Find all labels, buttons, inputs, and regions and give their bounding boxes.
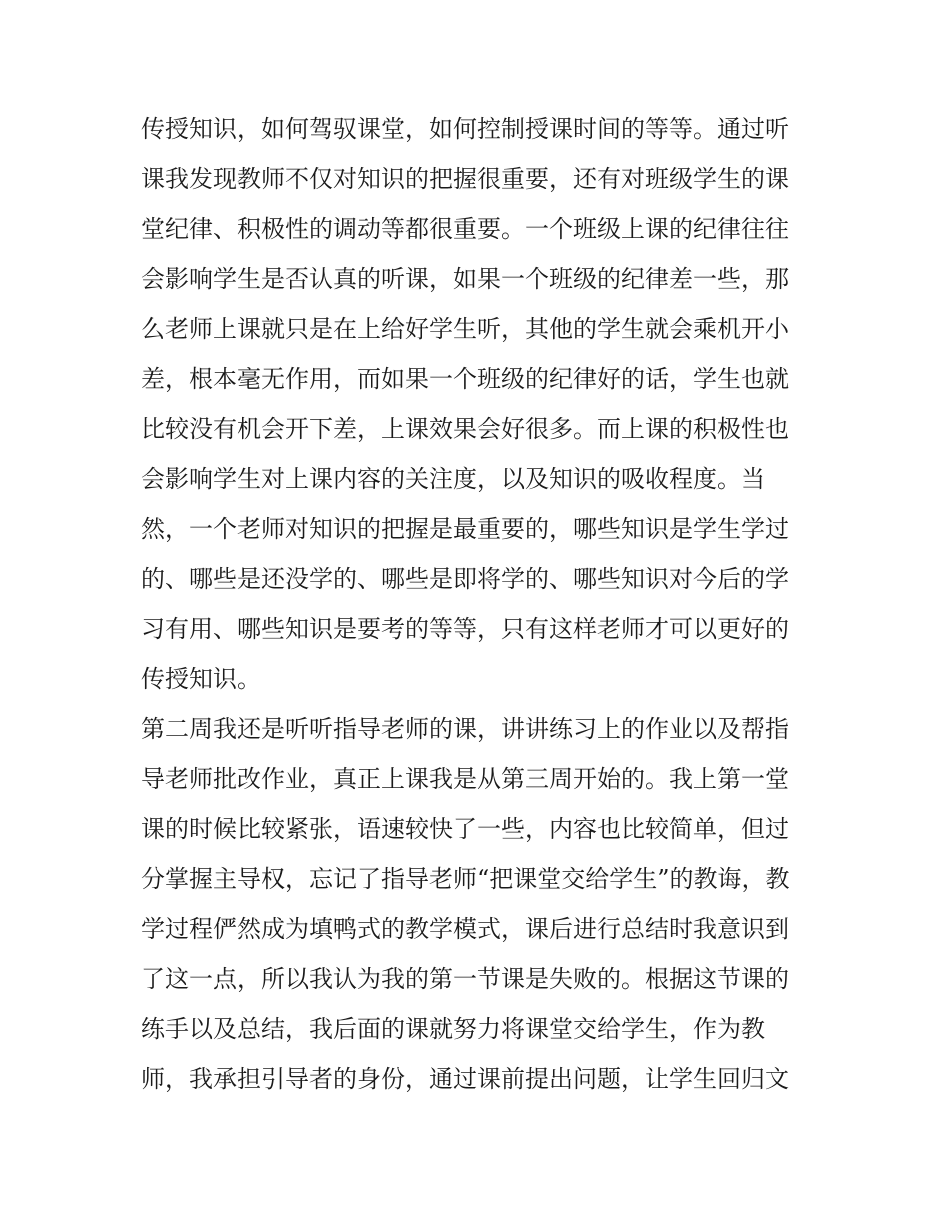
text-line: 分掌握主导权，忘记了指导老师“把课堂交给学生”的教诲，教 — [141, 865, 790, 893]
text-line: 传授知识，如何驾驭课堂，如何控制授课时间的等等。通过听 — [141, 115, 789, 143]
text-line: 比较没有机会开下差，上课效果会好很多。而上课的积极性也 — [141, 415, 789, 443]
text-line: 导老师批改作业，真正上课我是从第三周开始的。我上第一堂 — [141, 765, 789, 793]
text-line: 然，一个老师对知识的把握是最重要的，哪些知识是学生学过 — [141, 515, 789, 543]
text-line: 堂纪律、积极性的调动等都很重要。一个班级上课的纪律往往 — [141, 215, 789, 243]
text-line: 的、哪些是还没学的、哪些是即将学的、哪些知识对今后的学 — [141, 565, 789, 593]
text-line: 会影响学生对上课内容的关注度，以及知识的吸收程度。当 — [141, 465, 765, 493]
text-line: 习有用、哪些知识是要考的等等，只有这样老师才可以更好的 — [141, 615, 789, 643]
text-line: 传授知识。 — [141, 665, 261, 693]
text-line: 第二周我还是听听指导老师的课，讲讲练习上的作业以及帮指 — [141, 715, 789, 743]
text-line: 学过程俨然成为填鸭式的教学模式，课后进行总结时我意识到 — [141, 915, 789, 943]
text-line: 了这一点，所以我认为我的第一节课是失败的。根据这节课的 — [141, 965, 789, 993]
text-line: 么老师上课就只是在上给好学生听，其他的学生就会乘机开小 — [141, 315, 789, 343]
body-text — [141, 104, 821, 1104]
text-line: 课我发现教师不仅对知识的把握很重要，还有对班级学生的课 — [141, 165, 789, 193]
text-line: 差，根本毫无作用，而如果一个班级的纪律好的话，学生也就 — [141, 365, 789, 393]
text-line: 会影响学生是否认真的听课，如果一个班级的纪律差一些，那 — [141, 265, 789, 293]
text-line: 课的时候比较紧张，语速较快了一些，内容也比较简单，但过 — [141, 815, 789, 843]
text-line: 练手以及总结，我后面的课就努力将课堂交给学生，作为教 — [141, 1015, 765, 1043]
text-line: 师，我承担引导者的身份，通过课前提出问题，让学生回归文 — [141, 1065, 789, 1093]
